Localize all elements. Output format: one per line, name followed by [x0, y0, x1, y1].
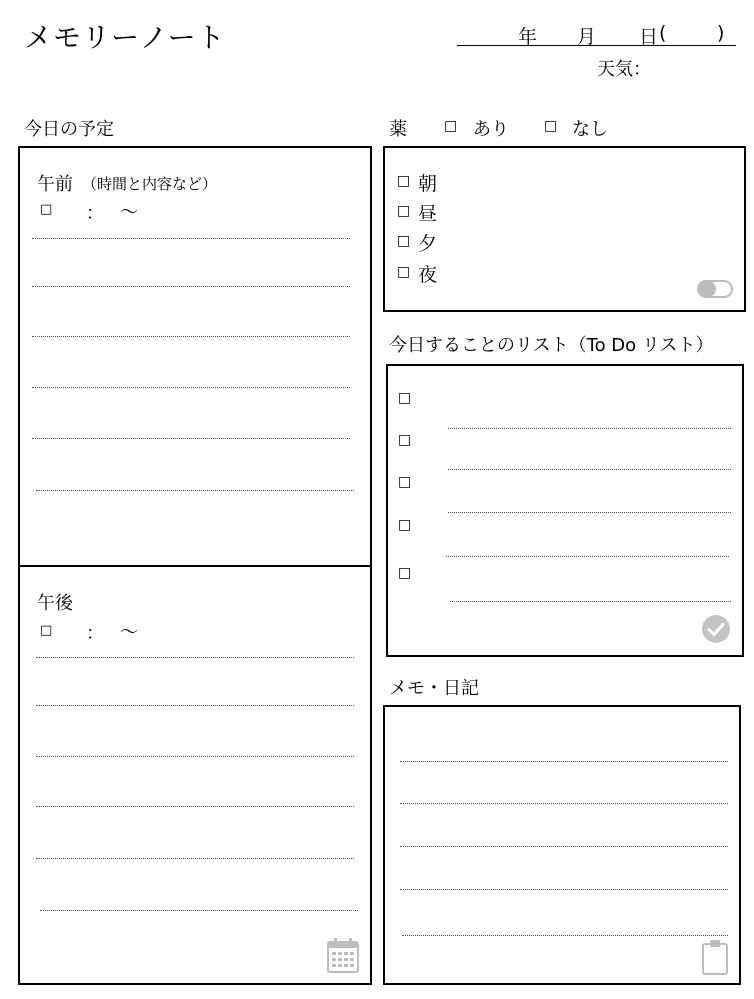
writing-line[interactable] — [32, 336, 350, 337]
memo-line[interactable] — [402, 935, 728, 936]
morning-note: （時間と内容など） — [82, 175, 218, 193]
todo-line[interactable] — [450, 601, 731, 602]
memo-line[interactable] — [400, 803, 728, 804]
afternoon-colon: ： — [86, 623, 104, 644]
calendar-icon — [327, 937, 359, 973]
memo-line[interactable] — [400, 846, 728, 847]
afternoon-label: 午後 — [37, 593, 73, 614]
todo-line[interactable] — [448, 428, 731, 429]
month-label: 月 — [577, 26, 597, 48]
afternoon-tilde: 〜 — [120, 622, 138, 643]
todo-box — [386, 364, 744, 657]
memo-line[interactable] — [400, 761, 728, 762]
morning-tilde: 〜 — [120, 202, 138, 223]
todo-heading: 今日することのリスト（To Do リスト） — [389, 335, 714, 356]
memo-box — [383, 705, 741, 985]
weather-label: 天気： — [597, 59, 651, 80]
medicine-box — [383, 146, 746, 312]
medicine-morning-label: 朝 — [418, 173, 438, 195]
afternoon-checkbox[interactable]: □ — [40, 623, 53, 638]
medicine-yes-checkbox[interactable]: □ — [444, 118, 458, 134]
weekday-close: ) — [717, 22, 725, 44]
medicine-no-label: なし — [572, 119, 608, 140]
writing-line[interactable] — [36, 756, 354, 757]
day-label: 日 — [639, 26, 659, 48]
date-field[interactable] — [457, 22, 736, 46]
todo-checkbox[interactable]: □ — [398, 432, 412, 448]
todo-line[interactable] — [448, 469, 731, 470]
writing-line[interactable] — [40, 910, 358, 911]
medicine-yes-label: あり — [473, 119, 509, 140]
medicine-night-checkbox[interactable]: □ — [397, 264, 411, 280]
todo-checkbox[interactable]: □ — [398, 390, 412, 406]
weekday-open: ( — [659, 22, 667, 44]
writing-line[interactable] — [36, 705, 354, 706]
writing-line[interactable] — [36, 858, 354, 859]
writing-line[interactable] — [32, 387, 350, 388]
morning-colon: ： — [86, 203, 104, 224]
medicine-no-checkbox[interactable]: □ — [544, 118, 558, 134]
memo-line[interactable] — [400, 889, 728, 890]
year-label: 年 — [518, 26, 538, 48]
writing-line[interactable] — [32, 286, 350, 287]
writing-line[interactable] — [32, 238, 350, 239]
medicine-noon-checkbox[interactable]: □ — [397, 203, 411, 219]
check-circle-icon — [701, 614, 731, 644]
todo-line[interactable] — [446, 556, 729, 557]
medicine-evening-checkbox[interactable]: □ — [397, 233, 411, 249]
toggle-icon — [697, 280, 733, 298]
medicine-evening-label: 夕 — [418, 233, 438, 255]
writing-line[interactable] — [36, 806, 354, 807]
todo-checkbox[interactable]: □ — [398, 565, 412, 581]
schedule-heading: 今日の予定 — [24, 119, 114, 140]
morning-checkbox[interactable]: □ — [40, 202, 53, 217]
memo-heading: メモ・日記 — [389, 678, 479, 699]
writing-line[interactable] — [32, 438, 350, 439]
writing-line[interactable] — [36, 657, 354, 658]
morning-box — [18, 146, 372, 567]
medicine-morning-checkbox[interactable]: □ — [397, 173, 411, 189]
medicine-night-label: 夜 — [418, 264, 438, 286]
medicine-heading: 薬 — [389, 119, 407, 140]
morning-label: 午前 — [37, 174, 73, 195]
writing-line[interactable] — [36, 490, 354, 491]
clipboard-icon — [701, 939, 729, 975]
medicine-noon-label: 昼 — [418, 203, 438, 225]
todo-line[interactable] — [448, 512, 731, 513]
afternoon-box — [18, 565, 372, 985]
todo-checkbox[interactable]: □ — [398, 474, 412, 490]
page-title: メモリーノート — [24, 21, 226, 54]
todo-checkbox[interactable]: □ — [398, 517, 412, 533]
